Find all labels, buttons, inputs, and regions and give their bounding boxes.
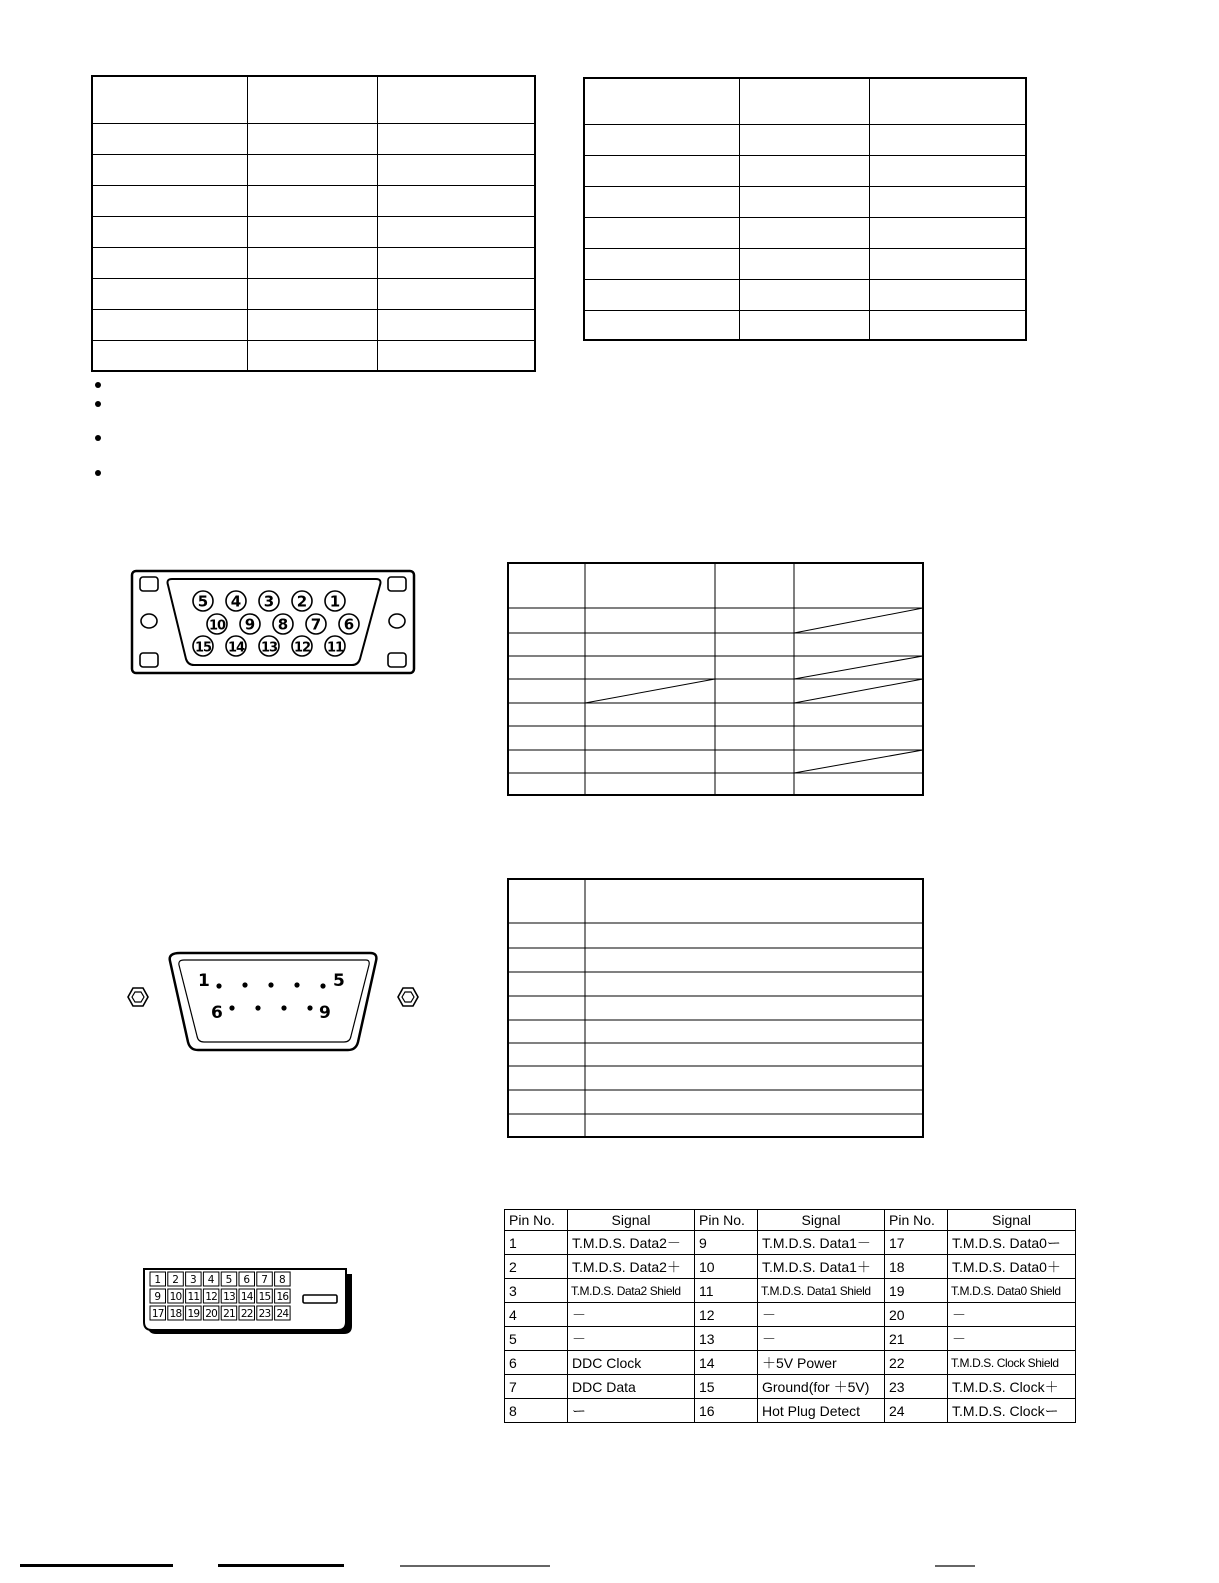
pin-label: 1 bbox=[154, 1274, 162, 1286]
table-row bbox=[505, 1375, 1076, 1399]
pin-number-cell: 9 bbox=[695, 1231, 758, 1255]
signal-cell: T.M.D.S. Data2－ bbox=[568, 1231, 695, 1255]
rs232-connector-diagram bbox=[122, 950, 426, 1054]
top-left-table bbox=[91, 75, 536, 372]
signal-cell: T.M.D.S. Data1－ bbox=[758, 1231, 885, 1255]
pin-label: 11 bbox=[326, 640, 344, 656]
pin-number-cell: 22 bbox=[885, 1351, 948, 1375]
pin-number-cell: 10 bbox=[695, 1255, 758, 1279]
signal-cell: ＋5V Power bbox=[758, 1351, 885, 1375]
pin-label: 2 bbox=[296, 592, 308, 611]
pin-number-cell: 19 bbox=[885, 1279, 948, 1303]
signal-cell: T.M.D.S. Data0 Shield bbox=[948, 1279, 1076, 1303]
pin-label: 22 bbox=[240, 1308, 253, 1320]
pin-number-cell: 1 bbox=[505, 1231, 568, 1255]
pin-label: 6 bbox=[243, 1274, 251, 1286]
rs232-pin-table bbox=[507, 878, 925, 1140]
pin-label: 3 bbox=[190, 1274, 197, 1286]
column-header: Signal bbox=[568, 1210, 695, 1231]
pin-label: 24 bbox=[276, 1308, 289, 1320]
column-header: Signal bbox=[948, 1210, 1076, 1231]
pin-number-cell: 17 bbox=[885, 1231, 948, 1255]
signal-cell: DDC Clock bbox=[568, 1351, 695, 1375]
pin-label: 6 bbox=[343, 615, 355, 634]
pin-label: 12 bbox=[293, 640, 311, 656]
bullet-point bbox=[95, 382, 101, 388]
table-cell bbox=[247, 76, 377, 123]
signal-cell: － bbox=[758, 1303, 885, 1327]
bullet-point bbox=[95, 435, 101, 441]
pin-label: 17 bbox=[151, 1308, 164, 1320]
pin-label: 10 bbox=[208, 618, 226, 634]
bullet-point bbox=[95, 401, 101, 407]
pin-label: 18 bbox=[169, 1308, 182, 1320]
signal-cell: － bbox=[568, 1303, 695, 1327]
dvi-connector-diagram bbox=[140, 1266, 356, 1340]
vga-pin-table bbox=[507, 562, 925, 798]
table-row bbox=[505, 1255, 1076, 1279]
pin-label: 12 bbox=[205, 1291, 218, 1303]
pin-number-cell: 6 bbox=[505, 1351, 568, 1375]
pin-number-cell: 4 bbox=[505, 1303, 568, 1327]
signal-cell: Hot Plug Detect bbox=[758, 1399, 885, 1423]
pin-number-cell: 24 bbox=[885, 1399, 948, 1423]
pin-label: 15 bbox=[258, 1291, 271, 1303]
signal-cell: ー bbox=[568, 1399, 695, 1423]
pin-number-cell: 23 bbox=[885, 1375, 948, 1399]
dvi-pin-table bbox=[504, 1209, 1076, 1423]
pin-label: 7 bbox=[261, 1274, 268, 1286]
table-row bbox=[505, 1399, 1076, 1423]
pin-label: 4 bbox=[230, 592, 242, 611]
pin-label: 4 bbox=[207, 1274, 215, 1286]
signal-cell: T.M.D.S. Data2＋ bbox=[568, 1255, 695, 1279]
pin-number-cell: 15 bbox=[695, 1375, 758, 1399]
pin-number-cell: 7 bbox=[505, 1375, 568, 1399]
pin-label: 6 bbox=[211, 1003, 223, 1023]
pin-number-cell: 13 bbox=[695, 1327, 758, 1351]
table-cell bbox=[377, 76, 535, 123]
pin-number-cell: 8 bbox=[505, 1399, 568, 1423]
pin-label: 15 bbox=[194, 640, 212, 656]
pin-number-cell: 12 bbox=[695, 1303, 758, 1327]
pin-label: 7 bbox=[310, 615, 322, 634]
table-row bbox=[505, 1231, 1076, 1255]
pin-label: 19 bbox=[187, 1308, 200, 1320]
column-header: Pin No. bbox=[885, 1210, 948, 1231]
footer-rule bbox=[0, 1560, 1219, 1572]
pin-number-cell: 18 bbox=[885, 1255, 948, 1279]
pin-label: 21 bbox=[223, 1308, 235, 1320]
pin-label: 5 bbox=[197, 592, 209, 611]
pin-label: 14 bbox=[227, 640, 245, 656]
column-header: Signal bbox=[758, 1210, 885, 1231]
signal-cell: T.M.D.S. Clock Shield bbox=[948, 1351, 1076, 1375]
pin-number-cell: 2 bbox=[505, 1255, 568, 1279]
pin-number-cell: 11 bbox=[695, 1279, 758, 1303]
signal-cell: T.M.D.S. Clock＋ bbox=[948, 1375, 1076, 1399]
signal-cell: T.M.D.S. Data0ー bbox=[948, 1231, 1076, 1255]
signal-cell: T.M.D.S. Data1 Shield bbox=[758, 1279, 885, 1303]
pin-label: 10 bbox=[169, 1291, 182, 1303]
table-row bbox=[505, 1351, 1076, 1375]
top-right-table bbox=[583, 77, 1027, 341]
pin-label: 2 bbox=[172, 1274, 179, 1286]
signal-cell: T.M.D.S. Data1＋ bbox=[758, 1255, 885, 1279]
pin-label: 1 bbox=[198, 971, 210, 991]
signal-cell: T.M.D.S. Data2 Shield bbox=[568, 1279, 695, 1303]
pin-number-cell: 5 bbox=[505, 1327, 568, 1351]
pin-label: 3 bbox=[263, 592, 275, 611]
pin-label: 8 bbox=[279, 1274, 286, 1286]
pin-number-cell: 14 bbox=[695, 1351, 758, 1375]
pin-label: 9 bbox=[244, 615, 256, 634]
pin-label: 1 bbox=[329, 592, 341, 611]
table-cell bbox=[92, 76, 247, 123]
pin-label: 16 bbox=[276, 1291, 289, 1303]
signal-cell: Ground(for ＋5V) bbox=[758, 1375, 885, 1399]
pin-label: 9 bbox=[319, 1003, 331, 1023]
pin-label: 5 bbox=[225, 1274, 233, 1286]
pin-label: 23 bbox=[258, 1308, 271, 1320]
signal-cell: － bbox=[948, 1327, 1076, 1351]
table-row bbox=[505, 1327, 1076, 1351]
signal-cell: T.M.D.S. Clockー bbox=[948, 1399, 1076, 1423]
signal-cell: － bbox=[758, 1327, 885, 1351]
pin-label: 11 bbox=[187, 1291, 200, 1303]
signal-cell: DDC Data bbox=[568, 1375, 695, 1399]
pin-label: 14 bbox=[240, 1291, 253, 1303]
pin-label: 13 bbox=[260, 640, 278, 656]
signal-cell: － bbox=[568, 1327, 695, 1351]
column-header: Pin No. bbox=[505, 1210, 568, 1231]
pin-label: 20 bbox=[205, 1308, 218, 1320]
bullet-point bbox=[95, 470, 101, 476]
column-header: Pin No. bbox=[695, 1210, 758, 1231]
pin-label: 13 bbox=[223, 1291, 235, 1303]
signal-cell: T.M.D.S. Data0＋ bbox=[948, 1255, 1076, 1279]
pin-label: 8 bbox=[277, 615, 289, 634]
pin-number-cell: 20 bbox=[885, 1303, 948, 1327]
vga-connector-diagram bbox=[130, 569, 418, 677]
pin-number-cell: 16 bbox=[695, 1399, 758, 1423]
signal-cell: － bbox=[948, 1303, 1076, 1327]
pin-number-cell: 3 bbox=[505, 1279, 568, 1303]
pin-number-cell: 21 bbox=[885, 1327, 948, 1351]
pin-label: 5 bbox=[333, 971, 345, 991]
table-row bbox=[505, 1303, 1076, 1327]
pin-label: 9 bbox=[154, 1291, 162, 1303]
table-row bbox=[505, 1279, 1076, 1303]
